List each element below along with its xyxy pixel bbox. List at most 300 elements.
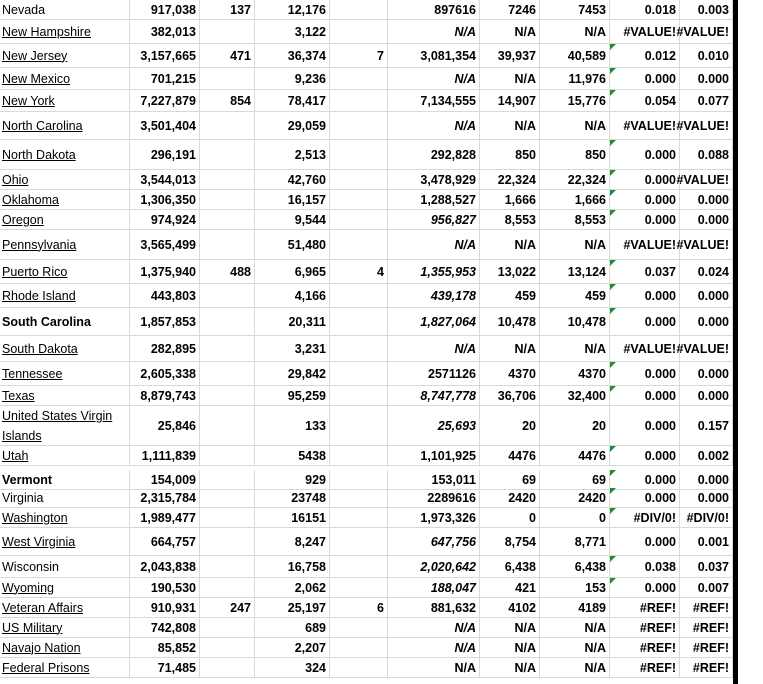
value-cell[interactable] (540, 0, 610, 19)
value-cell[interactable] (388, 556, 480, 577)
value-cell[interactable] (200, 578, 255, 597)
value-cell[interactable] (680, 44, 733, 67)
value-cell[interactable] (680, 618, 733, 637)
value-cell[interactable] (200, 336, 255, 361)
state-name-link[interactable]: Veteran Affairs (2, 600, 84, 615)
value-cell[interactable] (680, 90, 733, 111)
state-name-link[interactable]: New Hampshire (2, 24, 91, 39)
value-cell[interactable] (610, 190, 680, 209)
value-cell[interactable] (130, 230, 200, 259)
value-cell[interactable] (330, 470, 388, 489)
value-cell[interactable] (480, 68, 540, 89)
value-cell[interactable] (480, 618, 540, 637)
state-name-link[interactable]: Utah (2, 448, 29, 463)
value-cell[interactable] (130, 578, 200, 597)
value-cell[interactable] (680, 362, 733, 385)
value-cell[interactable] (610, 308, 680, 335)
state-name-link[interactable]: Tennessee (2, 366, 63, 381)
state-name-cell[interactable] (0, 0, 130, 19)
state-name-link[interactable]: US Military (2, 620, 63, 635)
value-cell[interactable] (680, 446, 733, 465)
value-cell[interactable] (610, 618, 680, 637)
value-cell[interactable] (610, 284, 680, 307)
state-name-cell[interactable] (0, 618, 130, 637)
state-name-cell[interactable] (0, 508, 130, 527)
state-name-cell[interactable] (0, 20, 130, 43)
value-cell[interactable] (480, 44, 540, 67)
value-cell[interactable] (610, 488, 680, 507)
value-cell[interactable] (330, 638, 388, 657)
value-cell[interactable] (480, 20, 540, 43)
value-cell[interactable] (330, 230, 388, 259)
value-cell[interactable] (200, 658, 255, 677)
value-cell[interactable] (480, 308, 540, 335)
value-cell[interactable] (480, 230, 540, 259)
value-cell[interactable] (680, 406, 733, 445)
state-name-cell[interactable] (0, 284, 130, 307)
value-cell[interactable] (130, 470, 200, 489)
value-cell[interactable] (330, 578, 388, 597)
state-name-cell[interactable] (0, 308, 130, 335)
value-cell[interactable] (680, 0, 733, 19)
value-cell[interactable] (388, 488, 480, 507)
state-name-cell[interactable] (0, 260, 130, 283)
value-cell[interactable] (255, 210, 330, 229)
value-cell[interactable] (676, 336, 733, 361)
value-cell[interactable] (330, 556, 388, 577)
value-cell[interactable] (255, 112, 330, 139)
value-cell[interactable] (388, 308, 480, 335)
state-name-cell[interactable] (0, 446, 130, 465)
value-cell[interactable] (130, 406, 200, 445)
value-cell[interactable] (200, 140, 255, 169)
value-cell[interactable] (200, 386, 255, 405)
state-name-link[interactable]: Federal Prisons (2, 660, 90, 675)
value-cell[interactable] (200, 556, 255, 577)
value-cell[interactable] (480, 470, 540, 489)
value-cell[interactable] (540, 618, 610, 637)
value-cell[interactable] (200, 210, 255, 229)
value-cell[interactable] (388, 362, 480, 385)
value-cell[interactable] (540, 140, 610, 169)
value-cell[interactable] (388, 230, 480, 259)
value-cell[interactable] (610, 386, 680, 405)
value-cell[interactable] (130, 618, 200, 637)
value-cell[interactable] (200, 44, 255, 67)
value-cell[interactable] (540, 308, 610, 335)
value-cell[interactable] (255, 0, 330, 19)
value-cell[interactable] (255, 638, 330, 657)
value-cell[interactable] (610, 470, 680, 489)
state-name-link[interactable]: United States Virgin Islands (2, 409, 113, 443)
value-cell[interactable] (255, 284, 330, 307)
value-cell[interactable] (480, 284, 540, 307)
value-cell[interactable] (255, 308, 330, 335)
value-cell[interactable] (330, 170, 388, 189)
value-cell[interactable] (388, 598, 480, 617)
value-cell[interactable] (540, 230, 610, 259)
value-cell[interactable] (255, 446, 330, 465)
value-cell[interactable] (200, 508, 255, 527)
value-cell[interactable] (200, 638, 255, 657)
value-cell[interactable] (610, 20, 680, 43)
value-cell[interactable] (480, 386, 540, 405)
value-cell[interactable] (255, 598, 330, 617)
value-cell[interactable] (388, 190, 480, 209)
value-cell[interactable] (255, 658, 330, 677)
value-cell[interactable] (480, 508, 540, 527)
state-name-cell[interactable] (0, 170, 130, 189)
value-cell[interactable] (610, 0, 680, 19)
value-cell[interactable] (388, 90, 480, 111)
value-cell[interactable] (130, 112, 200, 139)
value-cell[interactable] (388, 386, 480, 405)
value-cell[interactable] (540, 210, 610, 229)
value-cell[interactable] (610, 528, 680, 555)
value-cell[interactable] (330, 68, 388, 89)
state-name-cell[interactable] (0, 488, 130, 507)
state-name-cell[interactable] (0, 578, 130, 597)
value-cell[interactable] (330, 20, 388, 43)
value-cell[interactable] (330, 0, 388, 19)
value-cell[interactable] (388, 284, 480, 307)
value-cell[interactable] (330, 598, 388, 617)
value-cell[interactable] (388, 44, 480, 67)
value-cell[interactable] (610, 638, 680, 657)
state-name-link[interactable]: Rhode Island (2, 288, 76, 303)
state-name-link[interactable]: Puerto Rico (2, 264, 68, 279)
value-cell[interactable] (330, 190, 388, 209)
value-cell[interactable] (480, 90, 540, 111)
value-cell[interactable] (200, 308, 255, 335)
value-cell[interactable] (610, 230, 680, 259)
value-cell[interactable] (130, 336, 200, 361)
state-name-link[interactable]: Wyoming (2, 580, 54, 595)
value-cell[interactable] (130, 308, 200, 335)
value-cell[interactable] (680, 598, 733, 617)
value-cell[interactable] (330, 336, 388, 361)
value-cell[interactable] (388, 68, 480, 89)
value-cell[interactable] (200, 0, 255, 19)
value-cell[interactable] (680, 260, 733, 283)
state-name-cell[interactable] (0, 406, 130, 445)
state-name-link[interactable]: New Jersey (2, 48, 68, 63)
value-cell[interactable] (480, 446, 540, 465)
value-cell[interactable] (130, 140, 200, 169)
value-cell[interactable] (388, 528, 480, 555)
value-cell[interactable] (388, 0, 480, 19)
value-cell[interactable] (680, 470, 733, 489)
value-cell[interactable] (200, 284, 255, 307)
state-name-cell[interactable] (0, 470, 130, 489)
value-cell[interactable] (200, 260, 255, 283)
value-cell[interactable] (130, 190, 200, 209)
value-cell[interactable] (540, 336, 610, 361)
value-cell[interactable] (130, 386, 200, 405)
value-cell[interactable] (680, 284, 733, 307)
value-cell[interactable] (480, 598, 540, 617)
value-cell[interactable] (330, 488, 388, 507)
value-cell[interactable] (610, 446, 680, 465)
state-name-cell[interactable] (0, 90, 130, 111)
value-cell[interactable] (480, 578, 540, 597)
state-name-cell[interactable] (0, 386, 130, 405)
value-cell[interactable] (388, 446, 480, 465)
value-cell[interactable] (130, 362, 200, 385)
value-cell[interactable] (200, 170, 255, 189)
value-cell[interactable] (255, 406, 330, 445)
value-cell[interactable] (610, 44, 680, 67)
value-cell[interactable] (388, 406, 480, 445)
value-cell[interactable] (200, 406, 255, 445)
state-name-link[interactable]: North Carolina (2, 118, 83, 133)
value-cell[interactable] (200, 90, 255, 111)
value-cell[interactable] (610, 598, 680, 617)
value-cell[interactable] (130, 44, 200, 67)
value-cell[interactable] (388, 618, 480, 637)
value-cell[interactable] (540, 44, 610, 67)
value-cell[interactable] (200, 618, 255, 637)
value-cell[interactable] (540, 470, 610, 489)
value-cell[interactable] (610, 210, 680, 229)
value-cell[interactable] (330, 90, 388, 111)
value-cell[interactable] (540, 20, 610, 43)
value-cell[interactable] (255, 336, 330, 361)
value-cell[interactable] (330, 260, 388, 283)
value-cell[interactable] (388, 658, 480, 677)
value-cell[interactable] (610, 140, 680, 169)
value-cell[interactable] (255, 20, 330, 43)
value-cell[interactable] (130, 68, 200, 89)
value-cell[interactable] (680, 528, 733, 555)
value-cell[interactable] (330, 386, 388, 405)
state-name-cell[interactable] (0, 140, 130, 169)
state-name-link[interactable]: Oregon (2, 212, 44, 227)
value-cell[interactable] (610, 508, 680, 527)
value-cell[interactable] (680, 190, 733, 209)
value-cell[interactable] (330, 210, 388, 229)
value-cell[interactable] (255, 68, 330, 89)
value-cell[interactable] (480, 336, 540, 361)
value-cell[interactable] (130, 0, 200, 19)
value-cell[interactable] (130, 638, 200, 657)
value-cell[interactable] (540, 68, 610, 89)
value-cell[interactable] (540, 638, 610, 657)
state-name-cell[interactable] (0, 658, 130, 677)
value-cell[interactable] (540, 190, 610, 209)
value-cell[interactable] (330, 362, 388, 385)
state-name-cell[interactable] (0, 112, 130, 139)
value-cell[interactable] (480, 658, 540, 677)
value-cell[interactable] (610, 68, 680, 89)
state-name-link[interactable]: New Mexico (2, 71, 71, 86)
value-cell[interactable] (610, 336, 680, 361)
value-cell[interactable] (480, 556, 540, 577)
value-cell[interactable] (255, 488, 330, 507)
value-cell[interactable] (255, 578, 330, 597)
value-cell[interactable] (255, 556, 330, 577)
value-cell[interactable] (200, 68, 255, 89)
state-name-link[interactable]: Ohio (2, 172, 29, 187)
value-cell[interactable] (200, 598, 255, 617)
value-cell[interactable] (255, 528, 330, 555)
value-cell[interactable] (480, 0, 540, 19)
value-cell[interactable] (330, 44, 388, 67)
value-cell[interactable] (130, 658, 200, 677)
value-cell[interactable] (540, 556, 610, 577)
value-cell[interactable] (676, 20, 733, 43)
value-cell[interactable] (200, 528, 255, 555)
state-name-cell[interactable] (0, 68, 130, 89)
value-cell[interactable] (540, 446, 610, 465)
value-cell[interactable] (680, 578, 733, 597)
value-cell[interactable] (330, 528, 388, 555)
value-cell[interactable] (540, 112, 610, 139)
value-cell[interactable] (255, 260, 330, 283)
state-name-cell[interactable] (0, 210, 130, 229)
value-cell[interactable] (610, 406, 680, 445)
value-cell[interactable] (330, 140, 388, 169)
value-cell[interactable] (130, 90, 200, 111)
value-cell[interactable] (388, 508, 480, 527)
state-name-cell[interactable] (0, 190, 130, 209)
value-cell[interactable] (680, 508, 733, 527)
value-cell[interactable] (330, 406, 388, 445)
value-cell[interactable] (540, 488, 610, 507)
value-cell[interactable] (610, 362, 680, 385)
value-cell[interactable] (480, 112, 540, 139)
value-cell[interactable] (540, 406, 610, 445)
value-cell[interactable] (480, 140, 540, 169)
value-cell[interactable] (610, 658, 680, 677)
value-cell[interactable] (610, 112, 680, 139)
value-cell[interactable] (540, 528, 610, 555)
value-cell[interactable] (130, 446, 200, 465)
value-cell[interactable] (480, 406, 540, 445)
value-cell[interactable] (540, 508, 610, 527)
value-cell[interactable] (388, 170, 480, 189)
value-cell[interactable] (130, 528, 200, 555)
value-cell[interactable] (540, 658, 610, 677)
state-name-cell[interactable] (0, 528, 130, 555)
value-cell[interactable] (330, 446, 388, 465)
value-cell[interactable] (255, 618, 330, 637)
value-cell[interactable] (330, 308, 388, 335)
state-name-link[interactable]: South Dakota (2, 341, 78, 356)
value-cell[interactable] (255, 140, 330, 169)
state-name-cell[interactable] (0, 638, 130, 657)
value-cell[interactable] (255, 508, 330, 527)
value-cell[interactable] (130, 260, 200, 283)
value-cell[interactable] (610, 170, 680, 189)
value-cell[interactable] (255, 90, 330, 111)
value-cell[interactable] (388, 638, 480, 657)
value-cell[interactable] (388, 210, 480, 229)
value-cell[interactable] (130, 210, 200, 229)
value-cell[interactable] (680, 488, 733, 507)
value-cell[interactable] (676, 112, 733, 139)
value-cell[interactable] (130, 598, 200, 617)
value-cell[interactable] (330, 284, 388, 307)
value-cell[interactable] (200, 470, 255, 489)
value-cell[interactable] (200, 488, 255, 507)
value-cell[interactable] (480, 528, 540, 555)
value-cell[interactable] (480, 488, 540, 507)
value-cell[interactable] (130, 556, 200, 577)
value-cell[interactable] (255, 362, 330, 385)
value-cell[interactable] (330, 112, 388, 139)
value-cell[interactable] (540, 578, 610, 597)
value-cell[interactable] (388, 140, 480, 169)
value-cell[interactable] (200, 230, 255, 259)
state-name-link[interactable]: Texas (2, 388, 35, 403)
value-cell[interactable] (680, 386, 733, 405)
state-name-cell[interactable] (0, 44, 130, 67)
state-name-cell[interactable] (0, 362, 130, 385)
value-cell[interactable] (330, 508, 388, 527)
value-cell[interactable] (255, 230, 330, 259)
value-cell[interactable] (480, 190, 540, 209)
value-cell[interactable] (388, 578, 480, 597)
state-name-cell[interactable] (0, 598, 130, 617)
state-name-link[interactable]: West Virginia (2, 534, 76, 549)
state-name-link[interactable]: North Dakota (2, 147, 76, 162)
value-cell[interactable] (680, 308, 733, 335)
value-cell[interactable] (200, 446, 255, 465)
value-cell[interactable] (330, 618, 388, 637)
value-cell[interactable] (610, 90, 680, 111)
value-cell[interactable] (540, 260, 610, 283)
value-cell[interactable] (200, 190, 255, 209)
value-cell[interactable] (480, 210, 540, 229)
value-cell[interactable] (540, 90, 610, 111)
value-cell[interactable] (480, 638, 540, 657)
value-cell[interactable] (388, 336, 480, 361)
value-cell[interactable] (680, 556, 733, 577)
value-cell[interactable] (388, 470, 480, 489)
value-cell[interactable] (610, 260, 680, 283)
value-cell[interactable] (680, 140, 733, 169)
value-cell[interactable] (255, 470, 330, 489)
state-name-link[interactable]: New York (2, 93, 55, 108)
value-cell[interactable] (388, 260, 480, 283)
value-cell[interactable] (255, 170, 330, 189)
value-cell[interactable] (200, 362, 255, 385)
value-cell[interactable] (676, 170, 733, 189)
value-cell[interactable] (540, 386, 610, 405)
value-cell[interactable] (388, 112, 480, 139)
value-cell[interactable] (480, 362, 540, 385)
value-cell[interactable] (610, 556, 680, 577)
value-cell[interactable] (130, 20, 200, 43)
value-cell[interactable] (540, 284, 610, 307)
value-cell[interactable] (130, 488, 200, 507)
value-cell[interactable] (680, 638, 733, 657)
state-name-link[interactable]: Pennsylvania (2, 237, 77, 252)
value-cell[interactable] (680, 68, 733, 89)
value-cell[interactable] (200, 112, 255, 139)
state-name-link[interactable]: Oklahoma (2, 192, 59, 207)
value-cell[interactable] (540, 170, 610, 189)
value-cell[interactable] (388, 20, 480, 43)
value-cell[interactable] (330, 658, 388, 677)
value-cell[interactable] (130, 284, 200, 307)
value-cell[interactable] (480, 170, 540, 189)
value-cell[interactable] (480, 260, 540, 283)
state-name-link[interactable]: Navajo Nation (2, 640, 81, 655)
value-cell[interactable] (130, 170, 200, 189)
value-cell[interactable] (200, 20, 255, 43)
